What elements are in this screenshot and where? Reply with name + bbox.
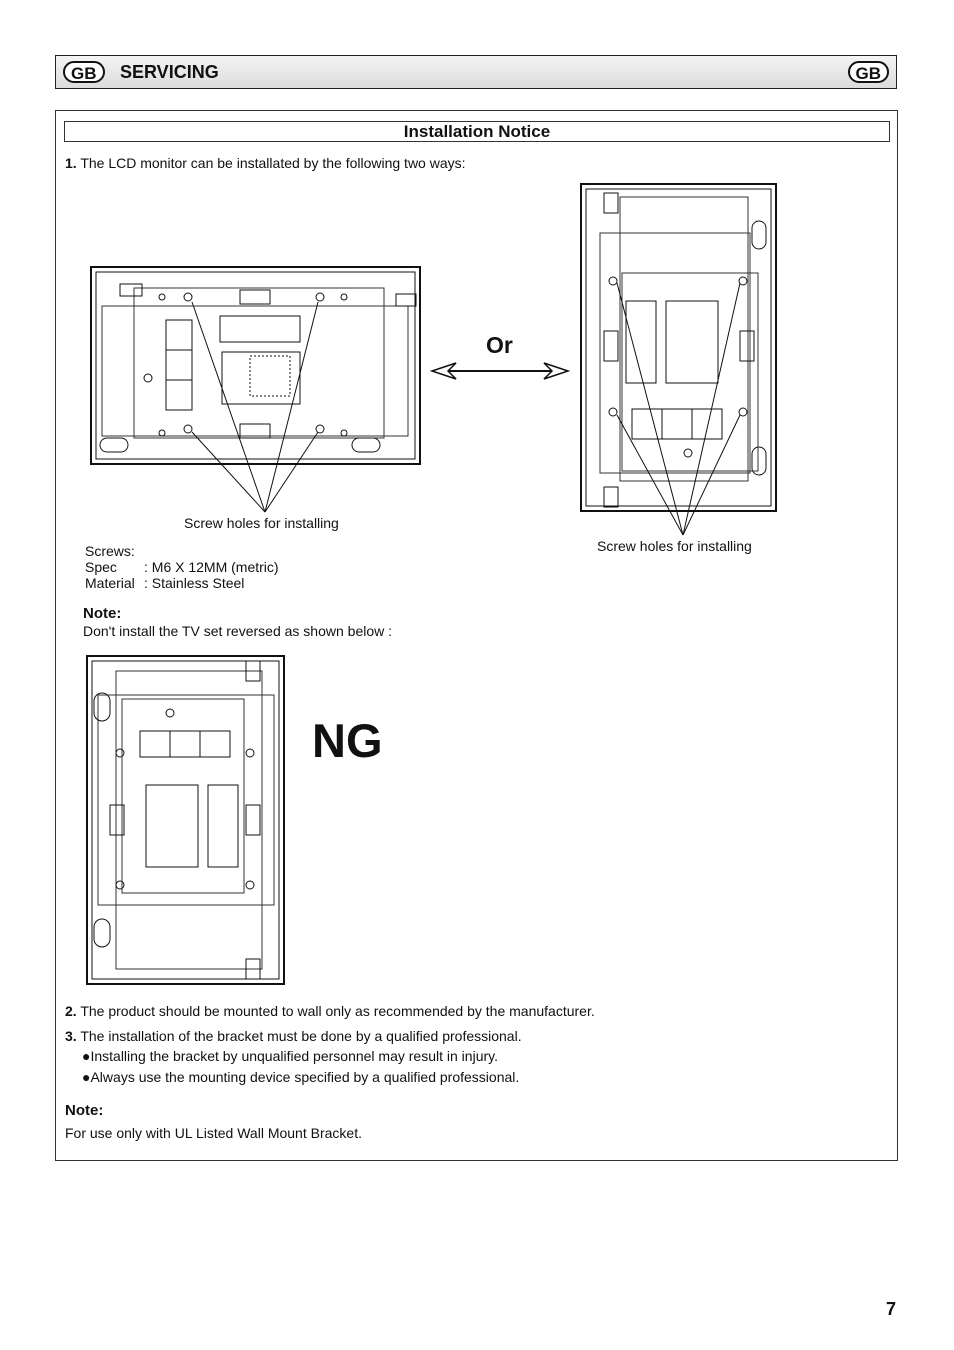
item-1-number: 1. [65,155,77,171]
screws-heading: Screws: [85,543,135,559]
item-2-number: 2. [65,1003,77,1019]
material-value: : Stainless Steel [144,575,245,591]
landscape-screw-holes-caption: Screw holes for installing [184,515,339,531]
bullet-item [82,1048,498,1064]
portrait-monitor-back-diagram [580,183,778,513]
bullet-dot-icon: ● [82,1048,91,1064]
screws-spec-row [85,559,279,575]
bullet-text: Always use the mounting device specified by a qualified professional. [90,1069,520,1085]
spec-label: Spec [85,559,117,575]
note-1-label: Note: [83,605,122,622]
item-3 [65,1028,522,1044]
item-2 [65,1003,595,1019]
item-2-text: The product should be mounted to wall only as recommended by the manufacturer. [80,1003,595,1019]
screws-material-row [85,575,244,591]
note-2-label: Note: [65,1102,104,1119]
ng-label: NG [312,714,383,767]
item-3-number: 3. [65,1028,77,1044]
section-header [55,55,897,89]
language-badge-left: GB [63,61,105,83]
page-number: 7 [886,1299,897,1319]
reversed-monitor-back-diagram [86,655,286,987]
section-title: SERVICING [120,62,219,82]
note-2-text: For use only with UL Listed Wall Mount Bracket. [65,1125,362,1141]
portrait-screw-holes-caption: Screw holes for installing [597,538,752,554]
item-1-text: The LCD monitor can be installated by the following two ways: [80,155,466,171]
item-3-text: The installation of the bracket must be done by a qualified professional. [80,1028,522,1044]
language-badge-right: GB [848,61,890,83]
installation-notice-title: Installation Notice [64,121,890,142]
spec-value: : M6 X 12MM (metric) [144,559,279,575]
bullet-text: Installing the bracket by unqualified personnel may result in injury. [90,1048,498,1064]
material-label: Material [85,575,135,591]
item-1 [65,155,466,171]
bullet-dot-icon: ● [82,1069,91,1085]
landscape-monitor-back-diagram [90,266,422,466]
or-label: Or [486,332,513,358]
bullet-item [82,1069,519,1085]
double-arrow-icon [430,360,570,382]
note-1-text: Don't install the TV set reversed as shown below : [83,623,393,639]
